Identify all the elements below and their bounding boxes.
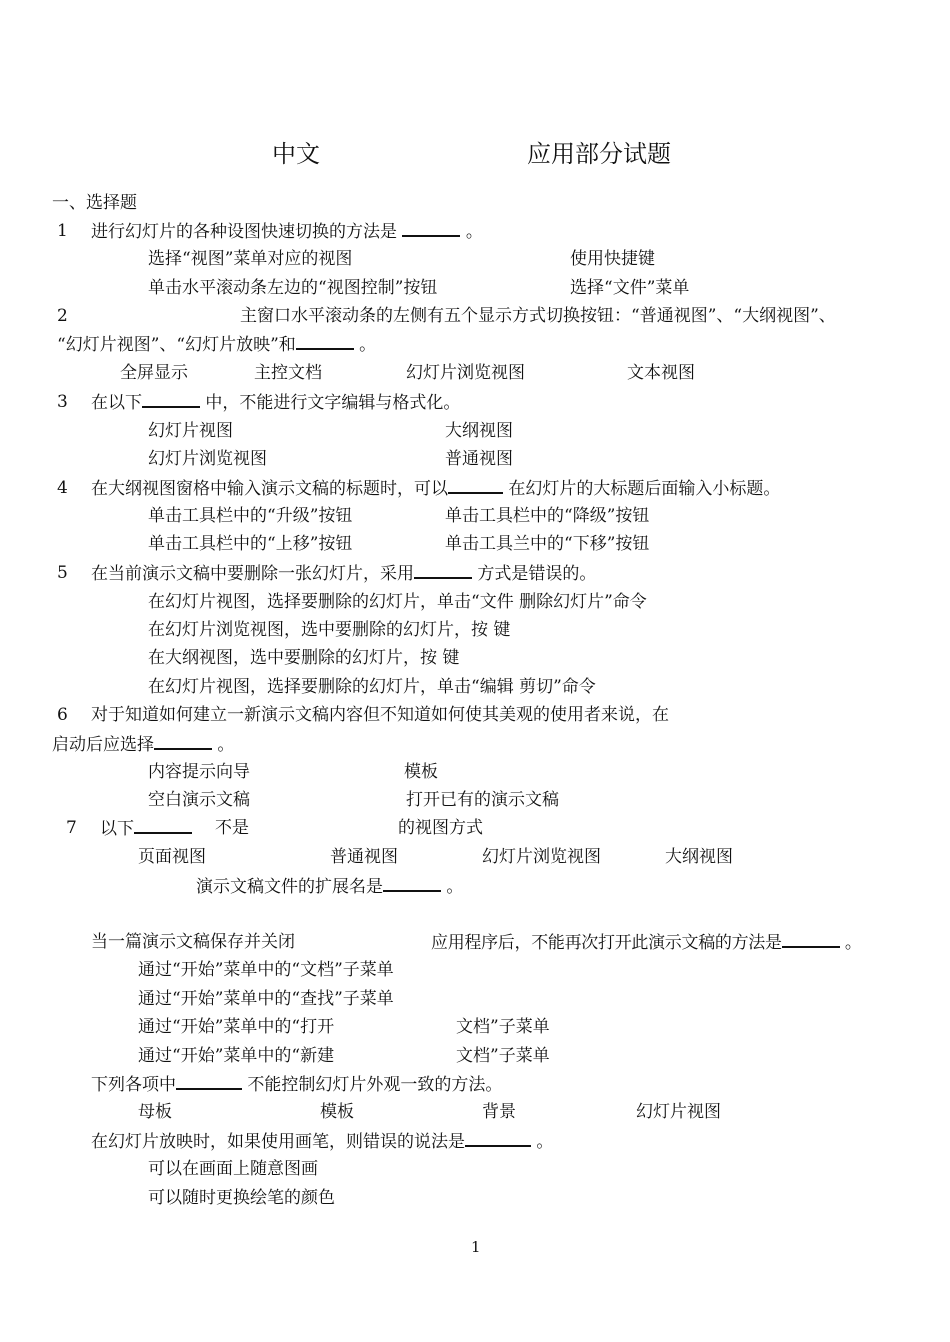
q1-option-c: 单击水平滚动条左边的“视图控制”按钮	[148, 278, 438, 298]
q2-stem-text: “幻灯片视图”、“幻灯片放映”和	[57, 335, 296, 355]
q4-option-a: 单击工具栏中的“升级”按钮	[148, 506, 353, 526]
q6-stem-line1: 对于知道如何建立一新演示文稿内容但不知道如何使其美观的使用者来说，在	[91, 705, 669, 725]
q6-end: 。	[217, 735, 235, 755]
q11-stem-text: 在幻灯片放映时，如果使用画笔，则错误的说法是	[91, 1132, 465, 1152]
q8-end: 。	[446, 877, 464, 897]
q7-stem-a-text: 以下	[100, 819, 134, 839]
q9-option-d1: 通过“开始”菜单中的“新建	[138, 1046, 335, 1066]
q10-stem-pre: 下列各项中	[91, 1075, 176, 1095]
q9-stem-b-text: 应用程序后，不能再次打开此演示文稿的方法是	[431, 933, 782, 953]
q10-option-c: 背景	[482, 1102, 516, 1122]
q1-stem	[91, 221, 483, 242]
q3-blank	[142, 392, 200, 408]
q6-stem-text: 启动后应选择	[52, 735, 154, 755]
q2-stem-line2	[57, 334, 376, 355]
q3-stem	[91, 392, 460, 413]
q9-stem-a: 当一篇演示文稿保存并关闭	[91, 932, 295, 952]
q7-number: 7	[66, 818, 77, 838]
q1-blank	[402, 221, 460, 237]
q9-option-a: 通过“开始”菜单中的“文档”子菜单	[138, 960, 394, 980]
q7-option-d: 大纲视图	[665, 847, 733, 867]
q10-option-a: 母板	[138, 1102, 172, 1122]
q9-option-d2: 文档”子菜单	[456, 1046, 550, 1066]
q4-stem-pre: 在大纲视图窗格中输入演示文稿的标题时，可以	[91, 479, 448, 499]
q7-option-a: 页面视图	[138, 847, 206, 867]
q2-number: 2	[57, 306, 68, 326]
q10-option-d: 幻灯片视图	[636, 1102, 721, 1122]
q3-option-b: 大纲视图	[445, 421, 513, 441]
q11-option-b: 可以随时更换绘笔的颜色	[148, 1188, 335, 1208]
q1-option-a: 选择“视图”菜单对应的视图	[148, 249, 353, 269]
title-right: 应用部分试题	[527, 140, 671, 168]
q6-option-b: 模板	[404, 762, 438, 782]
q11-end: 。	[536, 1132, 554, 1152]
q8-stem-text: 演示文稿文件的扩展名是	[196, 877, 383, 897]
q11-blank	[465, 1131, 531, 1147]
q7-stem-a	[100, 818, 192, 839]
q3-stem-post: 中，不能进行文字编辑与格式化。	[205, 393, 461, 413]
q2-option-c: 幻灯片浏览视图	[406, 363, 525, 383]
q5-option-b: 在幻灯片浏览视图，选中要删除的幻灯片，按 键	[148, 620, 511, 640]
q6-number: 6	[57, 705, 68, 725]
q6-option-a: 内容提示向导	[148, 762, 250, 782]
q4-blank	[448, 478, 503, 494]
q6-stem-line2	[52, 734, 234, 755]
q1-option-d: 选择“文件”菜单	[570, 278, 690, 298]
q1-number: 1	[57, 221, 68, 241]
q3-option-c: 幻灯片浏览视图	[148, 449, 267, 469]
q2-end: 。	[359, 335, 377, 355]
q4-option-c: 单击工具栏中的“上移”按钮	[148, 534, 353, 554]
q1-stem-text: 进行幻灯片的各种设图快速切换的方法是	[91, 222, 397, 242]
q7-option-c: 幻灯片浏览视图	[482, 847, 601, 867]
q4-option-d: 单击工具兰中的“下移”按钮	[445, 534, 650, 554]
q5-number: 5	[57, 563, 68, 583]
q3-stem-pre: 在以下	[91, 393, 142, 413]
q4-stem-post: 在幻灯片的大标题后面输入小标题。	[508, 479, 781, 499]
q1-end: 。	[465, 222, 483, 242]
q9-option-b: 通过“开始”菜单中的“查找”子菜单	[138, 989, 394, 1009]
q5-stem-post: 方式是错误的。	[477, 564, 597, 584]
q10-blank	[176, 1074, 242, 1090]
q9-blank	[782, 932, 840, 948]
q8-blank	[383, 876, 441, 892]
q9-option-c1: 通过“开始”菜单中的“打开	[138, 1017, 335, 1037]
q4-number: 4	[57, 478, 68, 498]
q5-option-d: 在幻灯片视图，选择要删除的幻灯片，单击“编辑 剪切”命令	[148, 677, 596, 697]
q7-blank	[134, 818, 192, 834]
q2-stem-line1: 主窗口水平滚动条的左侧有五个显示方式切换按钮：“普通视图”、“大纲视图”、	[240, 306, 836, 326]
q7-stem-b: 不是	[215, 818, 249, 838]
q5-option-a: 在幻灯片视图，选择要删除的幻灯片，单击“文件 删除幻灯片”命令	[148, 592, 647, 612]
q5-option-c: 在大纲视图，选中要删除的幻灯片，按 键	[148, 648, 460, 668]
q3-option-a: 幻灯片视图	[148, 421, 233, 441]
q7-stem-c: 的视图方式	[398, 818, 483, 838]
section-heading: 一、选择题	[52, 193, 137, 213]
q10-option-b: 模板	[320, 1102, 354, 1122]
q3-option-d: 普通视图	[445, 449, 513, 469]
q9-option-c2: 文档”子菜单	[456, 1017, 550, 1037]
q10-stem-post: 不能控制幻灯片外观一致的方法。	[247, 1075, 503, 1095]
title-left: 中文	[272, 140, 320, 168]
q3-number: 3	[57, 392, 68, 412]
q8-stem	[196, 876, 463, 897]
q4-stem	[91, 478, 780, 499]
q4-option-b: 单击工具栏中的“降级”按钮	[445, 506, 650, 526]
q11-option-a: 可以在画面上随意图画	[148, 1159, 318, 1179]
q6-option-d: 打开已有的演示文稿	[406, 790, 559, 810]
q2-option-d: 文本视图	[627, 363, 695, 383]
q1-option-b: 使用快捷键	[570, 249, 655, 269]
q11-stem	[91, 1131, 553, 1152]
q9-stem-b	[431, 932, 862, 953]
q5-blank	[414, 563, 472, 579]
q7-option-b: 普通视图	[330, 847, 398, 867]
q2-option-a: 全屏显示	[120, 363, 188, 383]
q5-stem-pre: 在当前演示文稿中要删除一张幻灯片，采用	[91, 564, 414, 584]
q6-blank	[154, 734, 212, 750]
q9-end: 。	[844, 933, 862, 953]
q5-stem	[91, 563, 596, 584]
page-number: 1	[471, 1238, 481, 1256]
q2-blank	[296, 334, 354, 350]
q6-option-c: 空白演示文稿	[148, 790, 250, 810]
q2-option-b: 主控文档	[254, 363, 322, 383]
q10-stem	[91, 1074, 502, 1095]
